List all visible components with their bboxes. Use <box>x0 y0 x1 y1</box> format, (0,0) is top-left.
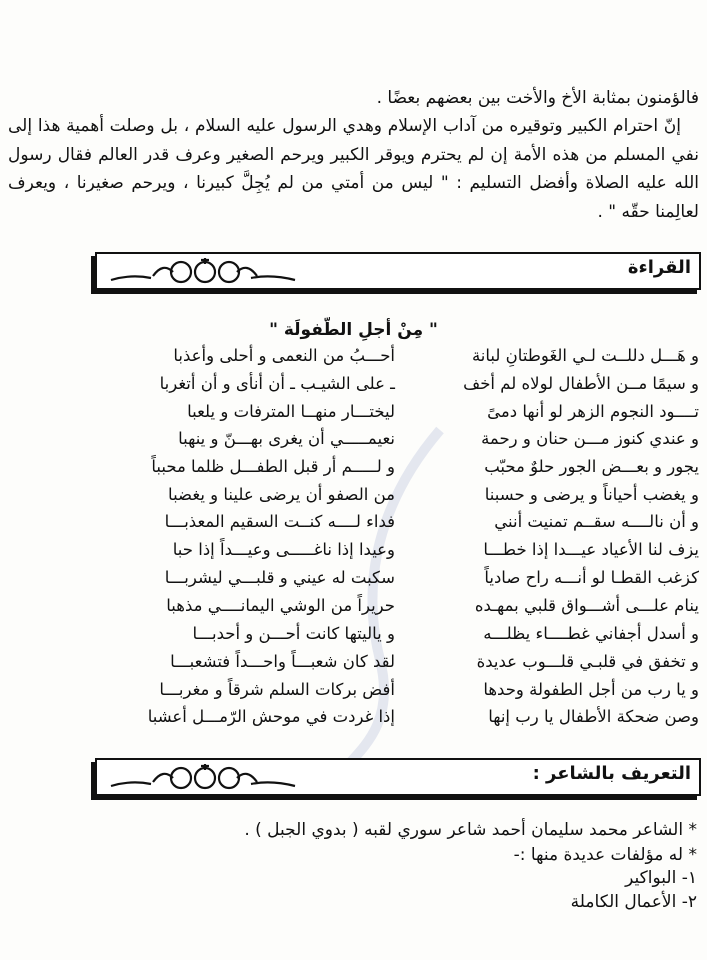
verse-first: و أسدل أجفاني غطــــاء يظلـــه <box>483 624 699 643</box>
verse-first: يزف لنا الأعياد عيـــدا إذا خطـــا <box>483 540 699 559</box>
verse-second: و ياليتها كانت أحـــن و أحدبـــا <box>192 624 395 643</box>
verse-first: كزغب القطـا لو أنـــه راح صادياً <box>484 568 699 587</box>
verse-second: نعيمـــــي أن يغرى بهـــنّ و ينهبا <box>178 429 395 448</box>
section-title: القراءة <box>627 257 691 278</box>
poet-info-line: * الشاعر محمد سليمان أحمد شاعر سوري لقبه ( بدوي الجبل ) . <box>244 820 697 840</box>
verse-second: و لـــــم أر قبل الطفـــل ظلما محبباً <box>151 457 395 476</box>
verse-first: و تخفق في قلبـي قلـــوب عديدة <box>476 652 699 671</box>
poem-title: " مِنْ أجلِ الطّفولَة " <box>269 320 438 340</box>
verse-second: سكبت له عيني و قلبـــي ليشربـــا <box>164 568 395 587</box>
verse-second: إذا غردت في موحش الرّمـــل أعشبا <box>147 707 395 726</box>
verse-second: ـ على الشيـب ـ أن أنأى و أن أتغربا <box>159 374 395 393</box>
works-item: ١- البواكير <box>625 868 697 888</box>
verse-second: أفض بركات السلم شرقاً و مغربـــا <box>159 680 395 699</box>
verse-first: يجور و بعـــض الجور حلوٌ محبّب <box>484 457 699 476</box>
verse-first: و يغضب أحياناً و يرضى و حسبنا <box>484 485 699 504</box>
poet-info-line: * له مؤلفات عديدة منها :- <box>513 845 697 865</box>
verse-second: لقد كان شعبـــاً واحـــداً فتشعبـــا <box>170 652 395 671</box>
verse-second: فداء لــــه كنــت السقيم المعذبـــا <box>164 512 395 531</box>
verse-first: و أن نالــــه سقــم تمنيت أنني <box>494 512 699 531</box>
ornament-icon <box>101 256 301 286</box>
verse-first: وصن ضحكة الأطفال يا رب إنها <box>488 707 699 726</box>
section-header-reading <box>95 252 701 290</box>
works-item: ٢- الأعمال الكاملة <box>570 892 697 912</box>
ornament-icon <box>101 762 301 792</box>
verse-first: و عندي كنوز مـــن حنان و رحمة <box>481 429 699 448</box>
verse-second: حريراً من الوشي اليمانــــي مذهبا <box>166 596 395 615</box>
verse-first: و سيمًا مــن الأطفال لولاه لم أخف <box>463 374 699 393</box>
intro-paragraph: إنّ احترام الكبير وتوقيره من آداب الإسلام وهدي الرسول عليه السلام ، بل وصلت أهمية هذا إلى نفي المسلم من هذه الأمة إن لم يحترم ويوقر الكبير ويرحم الصغير وعرف قدر العالم فقال رسول الله عليه الصلاة وأفضل التسليم : " ليس من أمتي من لم يُجِلَّ كبيرنا ، ويرحم صغيرنا ، ويعرف لعالِمنا حقّه " . <box>8 116 699 222</box>
verse-second: ليختـــار منهــا المترفات و يلعبا <box>187 402 395 421</box>
verse-second: وعيدا إذا ناغـــــى وعيـــداً إذا حبا <box>172 540 395 559</box>
verse-second: من الصفو أن يرضى علينا و يغضبا <box>168 485 395 504</box>
verse-second: أحـــبُ من النعمى و أحلى وأعذبا <box>173 346 395 365</box>
verse-first: تــــود النجوم الزهر لو أنها دمىً <box>487 402 699 421</box>
section-header-poet <box>95 758 701 796</box>
verse-first: و يا رب من أجل الطفولة وحدها <box>483 680 699 699</box>
section-title: التعريف بالشاعر : <box>532 763 691 784</box>
verse-first: ينام علـــى أشـــواق قلبي بمهـده <box>474 596 699 615</box>
verse-first: و هَـــل دللــت لـي الغَوطتانِ لبانة <box>471 346 699 365</box>
intro-line: فالؤمنون بمثابة الأخ والأخت بين بعضهم بعضًا . <box>376 88 699 108</box>
